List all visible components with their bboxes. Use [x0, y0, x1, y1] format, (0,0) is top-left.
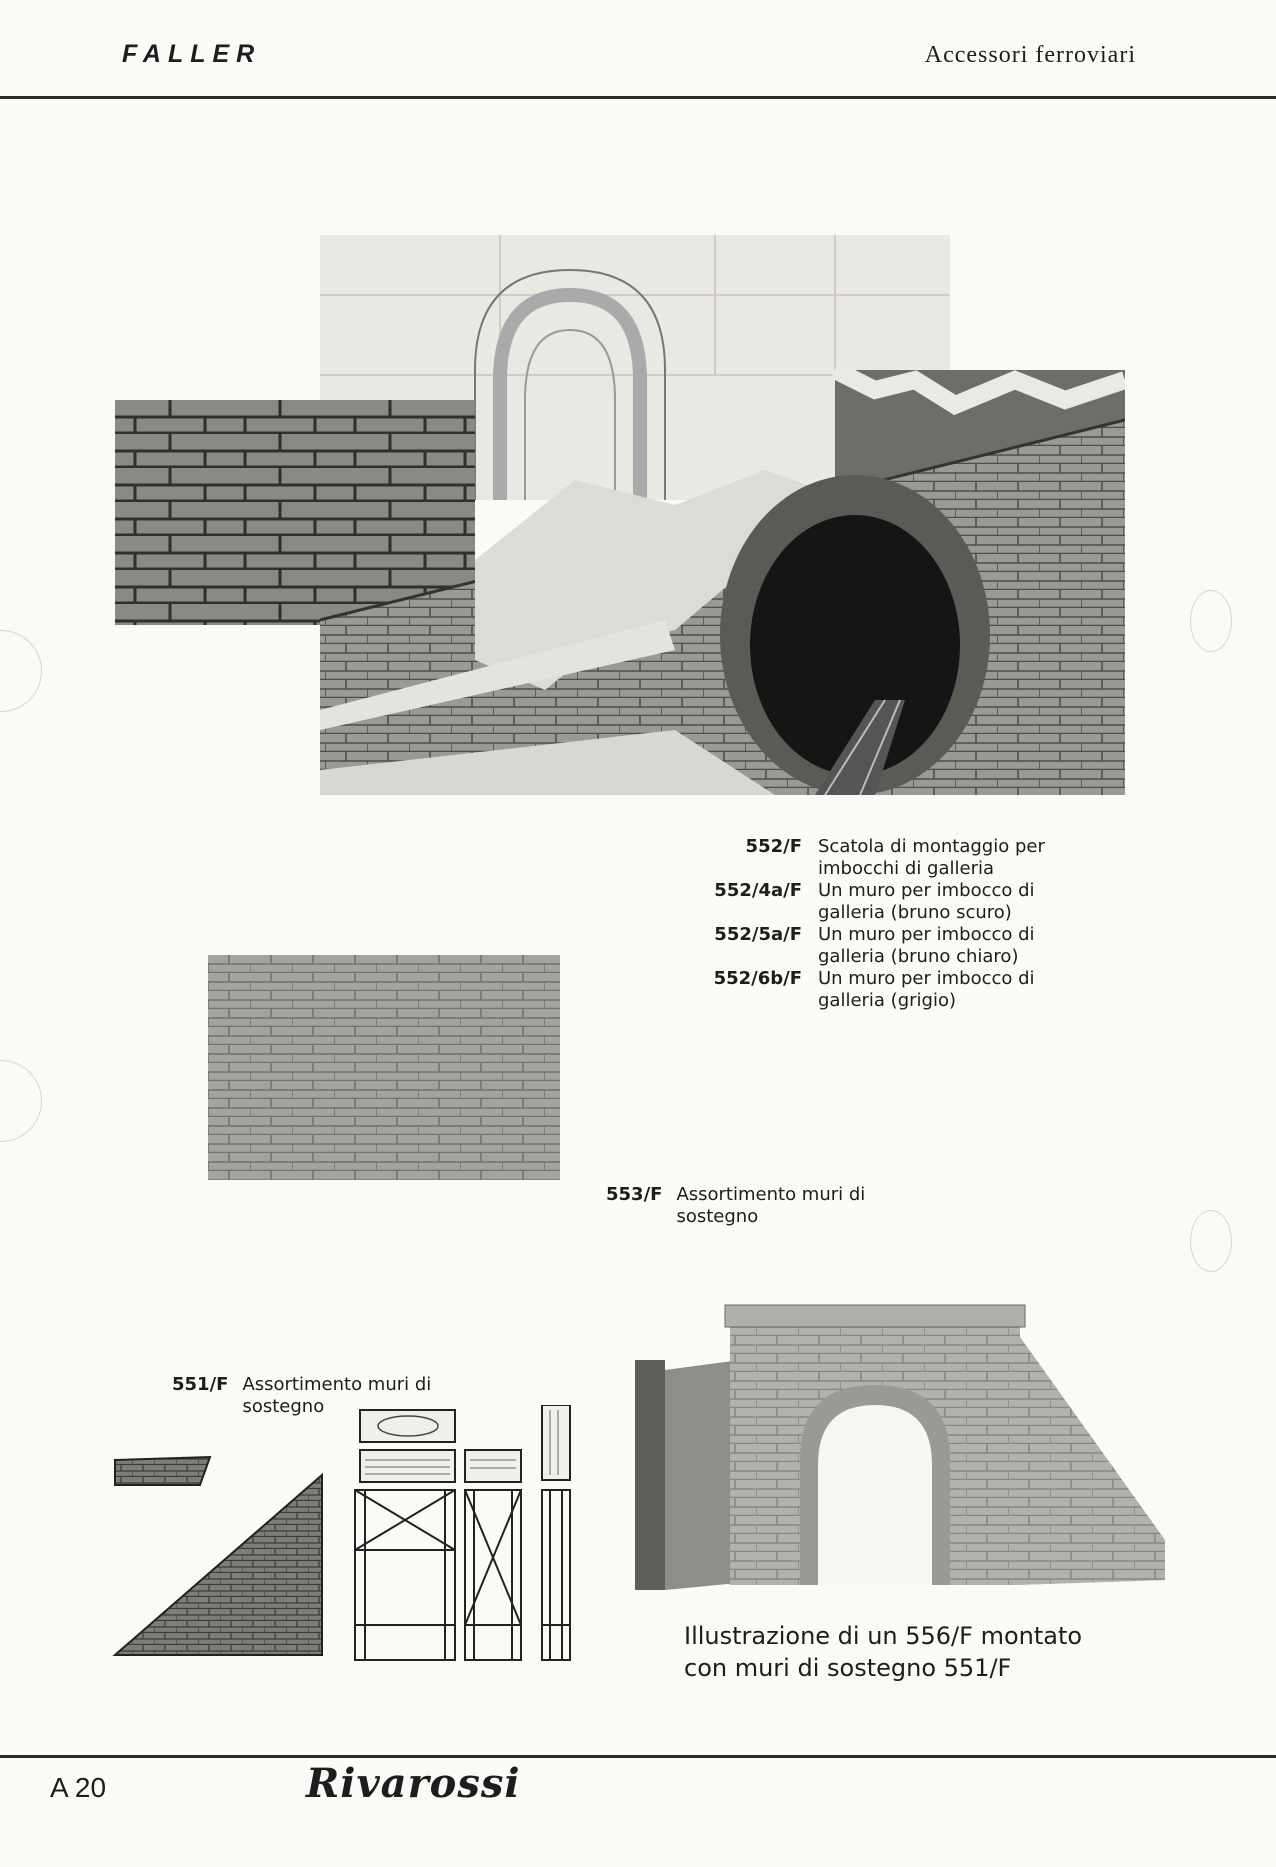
- page-number: A 20: [50, 1772, 107, 1803]
- product-code: 553/F: [606, 1184, 663, 1205]
- rivarossi-logo: Rivarossi: [306, 1760, 521, 1807]
- header-rule: [0, 96, 1276, 99]
- product-description: Un muro per imbocco di galleria (bruno scuro): [818, 880, 1035, 923]
- assembled-portal-photo: [630, 1300, 1165, 1605]
- product-description: Assortimento muri di sostegno: [242, 1374, 432, 1417]
- retaining-wall-photo: [208, 955, 560, 1180]
- product-description: Un muro per imbocco di galleria (bruno chiaro): [818, 924, 1035, 967]
- brand-name: FALLER: [122, 40, 262, 68]
- caption-553: [606, 1184, 865, 1228]
- product-description: Un muro per imbocco di galleria (grigio): [818, 968, 1035, 1011]
- punch-hole: [0, 630, 42, 712]
- caption-552: [660, 836, 1045, 1012]
- punch-hole: [1190, 590, 1232, 652]
- section-title: Accessori ferroviari: [924, 42, 1136, 68]
- product-description: Assortimento muri di sostegno: [676, 1184, 866, 1227]
- product-code: 552/4a/F: [714, 880, 802, 901]
- punch-hole: [1190, 1210, 1232, 1272]
- product-code: 552/F: [745, 836, 802, 857]
- tunnel-portal-photo: [115, 230, 1125, 795]
- illustration-caption: Illustrazione di un 556/F montato con muri di sostegno 551/F: [684, 1622, 1083, 1682]
- product-code: 551/F: [172, 1374, 229, 1395]
- kit-parts-drawing: [110, 1405, 580, 1665]
- footer-rule: [0, 1755, 1276, 1758]
- punch-hole: [0, 1060, 42, 1142]
- product-code: 552/5a/F: [714, 924, 802, 945]
- product-code: 552/6b/F: [713, 968, 802, 989]
- product-description: Scatola di montaggio per imbocchi di galleria: [818, 836, 1045, 879]
